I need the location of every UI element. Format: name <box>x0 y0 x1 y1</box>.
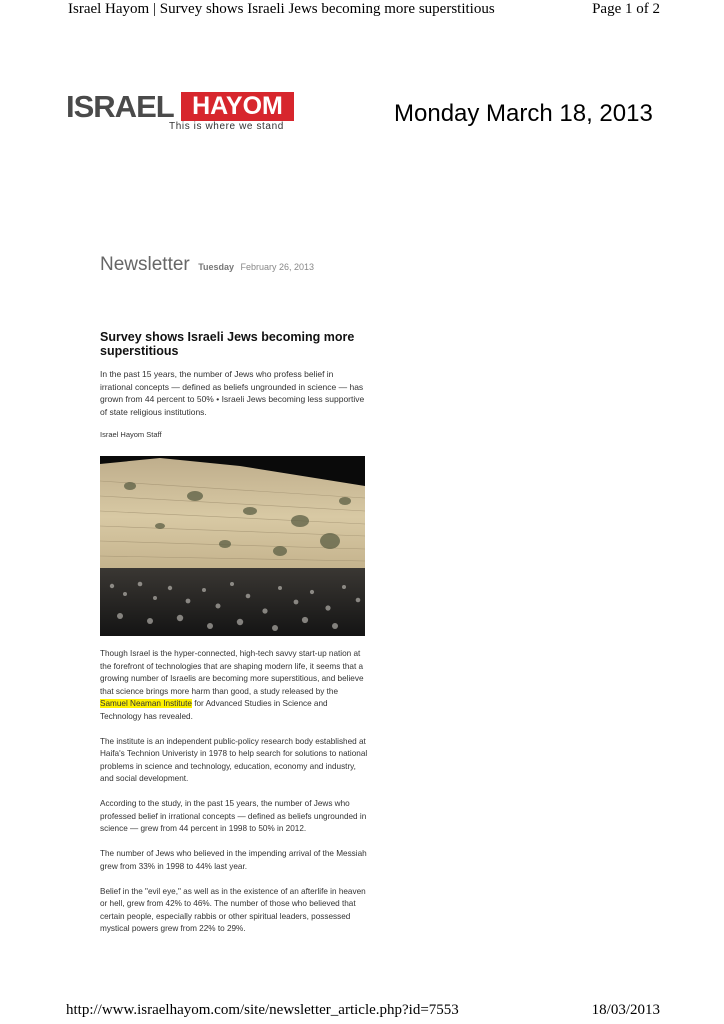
newsletter-day: Tuesday <box>198 262 235 272</box>
print-footer <box>0 998 724 1024</box>
article-headline: Survey shows Israeli Jews becoming more superstitious <box>100 330 355 358</box>
article-paragraph <box>100 648 368 723</box>
article-paragraph: The number of Jews who believed in the impending arrival of the Messiah grew from 33% in 1998 to 44% last year. <box>100 849 367 871</box>
samuel-neaman-institute-link[interactable]: Samuel Neaman Institute <box>100 699 192 708</box>
article-body <box>100 648 368 948</box>
print-header-title: Israel Hayom | Survey shows Israeli Jews becoming more superstitious <box>68 1 495 17</box>
print-header <box>0 0 724 22</box>
logo-tagline: This is where we stand <box>169 121 284 132</box>
western-wall-photo <box>100 456 365 636</box>
stamp-date: Monday March 18, 2013 <box>394 100 653 127</box>
print-footer-date: 18/03/2013 <box>591 1002 660 1018</box>
newsletter-heading <box>100 254 314 276</box>
article-paragraph: The institute is an independent public-policy research body established at Haifa's Technion Univeristy in 1978 to help search for solutions to national problems in science and technology, education, economy and industry, and social development. <box>100 736 368 783</box>
logo-hayom-text: HAYOM <box>181 92 294 121</box>
newsletter-date: February 26, 2013 <box>240 262 315 272</box>
newsletter-title: Newsletter <box>100 254 190 275</box>
logo-israel-text: ISRAEL <box>66 89 174 124</box>
print-header-page-number: Page 1 of 2 <box>592 1 660 17</box>
article-paragraph: Belief in the "evil eye," as well as in the existence of an afterlife in heaven or hell, grew from 42% to 46%. The number of those who believed that certain people, especially rabbis or other spiritual leaders, possessed mystical powers grew from 22% to 29%. <box>100 886 366 933</box>
article-byline: Israel Hayom Staff <box>100 430 162 439</box>
paragraph-text: for Advanced Studies in Science and Technology has revealed. <box>100 699 328 721</box>
article-paragraph: According to the study, in the past 15 years, the number of Jews who professed belief in irrational concepts — defined as beliefs ungrounded in science — grew from 44 percent in 1998 to 50% in 2012. <box>100 799 367 833</box>
article-lead: In the past 15 years, the number of Jews who profess belief in irrational concepts — defined as beliefs ungrounded in science — has grown from 44 percent to 50% • Israeli Jews becoming less supportive of state religious institutions. <box>100 369 365 417</box>
print-footer-url[interactable]: http://www.israelhayom.com/site/newsletter_article.php?id=7553 <box>66 1002 459 1018</box>
article-header <box>100 330 368 439</box>
israel-hayom-logo[interactable] <box>66 90 294 132</box>
paragraph-text: Though Israel is the hyper-connected, high-tech savvy start-up nation at the forefront of technologies that are shaping modern life, it seems that a growing number of Israelis are becoming more superstitious, and believe that science brings more harm than good, a study released by the <box>100 649 364 696</box>
